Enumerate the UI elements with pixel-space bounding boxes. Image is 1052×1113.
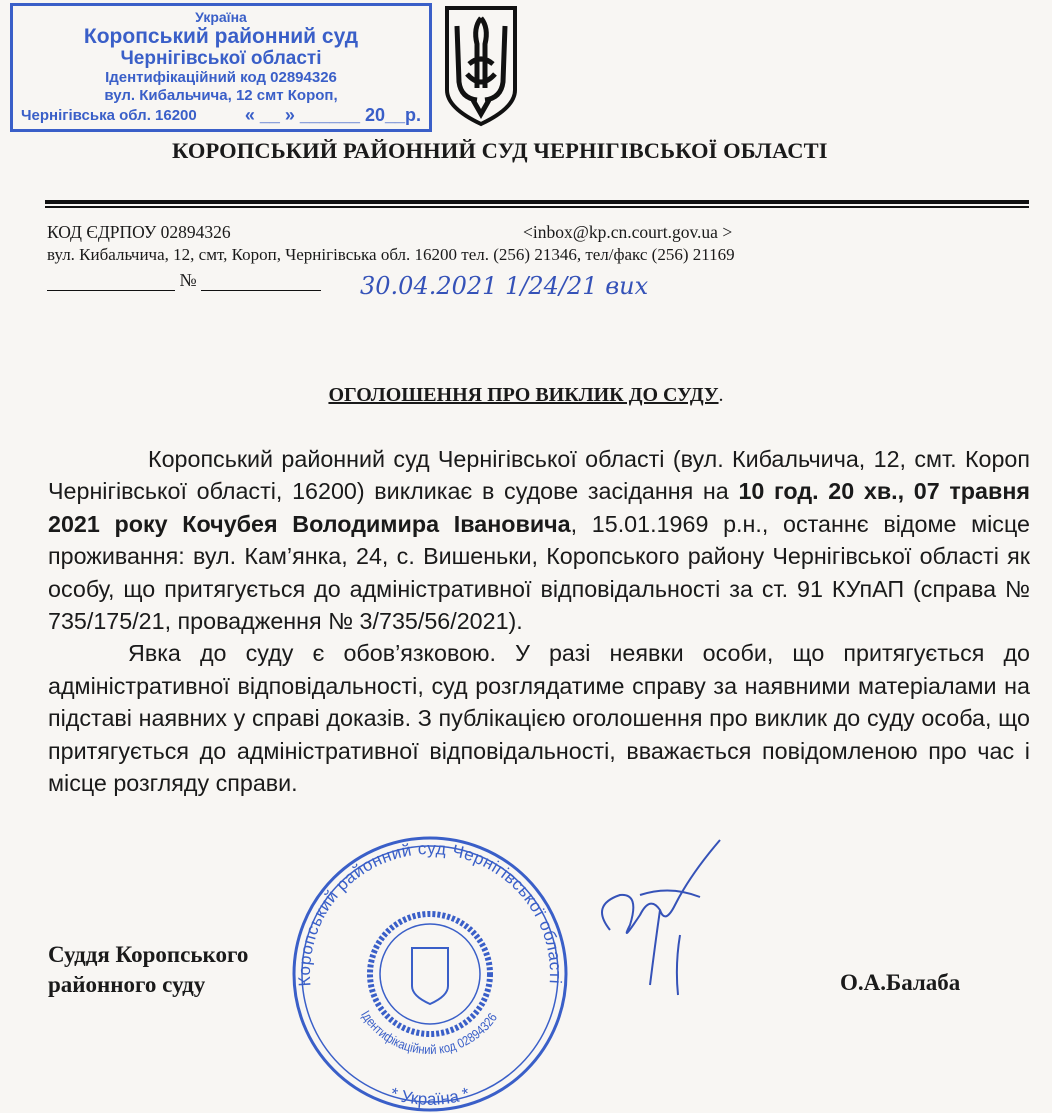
header-divider xyxy=(45,200,1029,204)
seal-outer-text: Коропський районний суд Чернігівської області xyxy=(294,838,566,987)
court-email: <inbox@kp.cn.court.gov.ua > xyxy=(523,222,733,242)
outgoing-number-line xyxy=(47,270,321,291)
stamp-id-code: Ідентифікаційний код 02894326 xyxy=(105,69,337,86)
seal-inner-text: Ідентифікаційний код 02894326 xyxy=(358,1007,501,1058)
date-blank xyxy=(47,272,175,291)
edrpou-code: КОД ЄДРПОУ 02894326 xyxy=(47,222,231,242)
hearing-time-and-person: 10 год. 20 хв., 07 травня 2021 року Кочубея Володимира Івановича xyxy=(48,478,1030,537)
coat-of-arms-icon xyxy=(443,4,519,128)
court-address: вул. Кибальчича, 12, смт, Короп, Чернігівська обл. 16200 тел. (256) 21346, тел/факс (256) 21169 xyxy=(47,245,735,264)
stamp-address-line2: Чернігівська обл. 16200 xyxy=(21,107,197,124)
stamp-address-line1: вул. Кибальчича, 12 смт Короп, xyxy=(104,87,338,104)
notice-body xyxy=(48,443,1030,799)
header-divider-thin xyxy=(45,206,1029,208)
judge-name: О.А.Балаба xyxy=(840,970,961,995)
notice-paragraph-1 xyxy=(48,443,1030,637)
heading-dot: . xyxy=(718,384,724,406)
notice-heading-text: ОГОЛОШЕННЯ ПРО ВИКЛИК ДО СУДУ xyxy=(328,384,719,406)
stamp-bottom-row xyxy=(13,105,429,126)
p1-text: Коропський районний суд Чернігівської області (вул. Кибальчича, 12, смт. Короп Чернігівської області, 16200) викликає в судове засідання на xyxy=(48,446,1030,505)
stamp-date-line: « __ » ______ 20__р. xyxy=(244,105,421,125)
number-blank xyxy=(201,272,321,291)
stamp-country: Україна xyxy=(195,9,247,25)
seal-bottom-text: * Україна * xyxy=(388,1083,472,1109)
judge-position xyxy=(48,940,248,1000)
judge-position-line1: Суддя Коропського xyxy=(48,942,249,967)
court-seal xyxy=(292,836,568,1112)
number-sign: № xyxy=(179,270,197,290)
svg-text:* Україна * xyxy=(388,1084,472,1109)
handwritten-registration: 30.04.2021 1/24/21 вих xyxy=(360,272,649,300)
registration-stamp xyxy=(10,3,432,132)
stamp-court-line2: Чернігівської області xyxy=(120,48,322,69)
court-title: КОРОПСЬКИЙ РАЙОННИЙ СУД ЧЕРНІГІВСЬКОЇ ОБЛАСТІ xyxy=(172,138,828,163)
p1-text-continued: , 15.01.1969 р.н., останнє відоме місце проживання: вул. Кам’янка, 24, с. Вишеньки, Коропського району Чернігівської області як особу, що притягується до адміністративної відповідальності за ст. 91 КУпАП (справа № 735/175/21, провадження № 3/735/56/2021). xyxy=(48,510,1030,635)
stamp-court-line1: Коропський районний суд xyxy=(83,25,359,48)
notice-paragraph-2: Явка до суду є обов’язковою. У разі неявки особи, що притягується до адміністративної відповідальності, суд розглядатиме справу за наявними матеріалами на підставі наявних у справі доказів. З публікацією оголошення про виклик до суду особа, що притягується до адміністративної відповідальності, вважається повідомленою про час і місце розгляду справи. xyxy=(48,640,1030,797)
notice-heading xyxy=(0,384,1052,407)
handwritten-signature xyxy=(580,835,750,1025)
judge-position-line2: районного суду xyxy=(48,972,206,997)
